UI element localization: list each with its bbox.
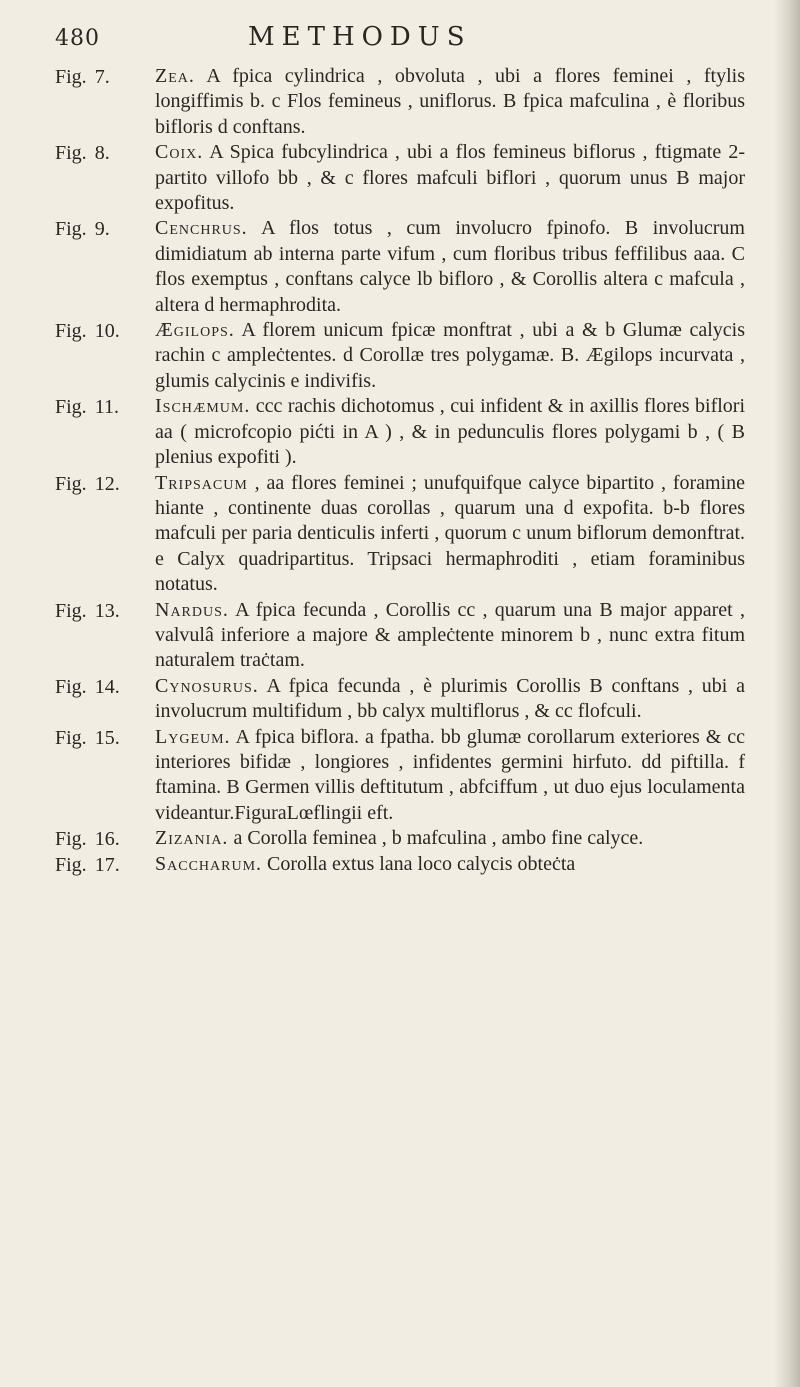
genus-name: Cenchrus.	[155, 217, 248, 240]
figure-description	[155, 394, 745, 470]
figure-label: Fig. 13.	[55, 598, 127, 624]
figure-entries	[55, 64, 745, 877]
genus-name: Zea.	[155, 65, 195, 87]
figure-description	[155, 64, 745, 140]
description-text: A fpica fecunda , è plurimis Corollis B conftans , ubi a involucrum multifidum , bb calyx multiflorus , & cc flofculi.	[155, 674, 745, 723]
figure-label: Fig. 11.	[55, 394, 127, 420]
description-text: A fpica fecunda , Corollis cc , quarum una B major apparet , valvulâ inferiore a majore & ampleċtente minorem b , nunc extra fitum naturalem traċtam.	[155, 598, 745, 672]
genus-name: Nardus.	[155, 598, 229, 621]
genus-name: Lygeum.	[155, 725, 231, 748]
description-text: , aa flores feminei ; unufquifque calyce bipartito , foramine hiante , continente duas corollas , quarum una d expofita. b-b flores mafculi per paria denticulis inferti , quorum c unum biflorum demonftrat. e Calyx quadripartitus. Tripsaci hermaphroditi , etiam foraminibus notatus.	[155, 471, 746, 596]
figure-entry	[55, 674, 745, 725]
figure-label: Fig. 12.	[55, 471, 127, 497]
figure-entry	[55, 826, 745, 851]
figure-number: 7.	[94, 66, 110, 88]
page-header	[0, 22, 800, 62]
figure-label: Fig. 16.	[55, 826, 127, 852]
figure-number: 14.	[94, 675, 120, 698]
genus-name: Tripsacum	[155, 471, 248, 494]
figure-entry	[55, 394, 745, 470]
genus-name: Ægilops.	[155, 319, 235, 342]
figure-entry	[55, 852, 745, 877]
description-text: A Spica fubcylindrica , ubi a flos femineus biflorus , ftigmate 2-partito villofo bb , & c flores mafculi biflori , quorum unus B major expofitus.	[155, 141, 745, 215]
figure-number: 11.	[94, 396, 119, 419]
genus-name: Coix.	[155, 141, 204, 164]
figure-label: Fig. 7.	[55, 64, 127, 90]
figure-description	[155, 852, 745, 877]
figure-description	[155, 471, 745, 598]
genus-name: Saccharum.	[155, 852, 263, 875]
figure-description	[155, 318, 745, 394]
figure-label: Fig. 15.	[55, 725, 127, 751]
description-text: a Corolla feminea , b mafculina , ambo fine calyce.	[233, 827, 644, 850]
figure-entry	[55, 598, 745, 674]
figure-number: 9.	[94, 218, 110, 241]
figure-entry	[55, 64, 745, 140]
figure-number: 10.	[94, 320, 120, 343]
description-text: A fpica cylindrica , obvoluta , ubi a flores feminei , ftylis longiffimis b. c Flos femineus , uniflorus. B fpica mafculina , è floribus bifloris d conftans.	[155, 65, 745, 138]
figure-number: 8.	[94, 142, 110, 165]
figure-number: 13.	[94, 599, 120, 622]
figure-description	[155, 216, 745, 318]
figure-number: 15.	[94, 726, 120, 749]
genus-name: Cynosurus.	[155, 674, 259, 697]
figure-description	[155, 140, 745, 216]
figure-description	[155, 674, 745, 725]
figure-description	[155, 725, 745, 827]
figure-entry	[55, 318, 745, 394]
figure-entry	[55, 725, 745, 827]
genus-name: Zizania.	[155, 827, 229, 850]
figure-number: 17.	[94, 853, 120, 876]
description-text: ccc rachis dichotomus , cui infident & in axillis flores biflori aa ( microfcopio pićti in A ) , & in pedunculis flores polygami b , ( B plenius expofiti ).	[155, 395, 745, 469]
description-text: Corolla extus lana loco calycis obteċta	[267, 852, 576, 875]
figure-label: Fig. 17.	[55, 852, 127, 878]
figure-label: Fig. 9.	[55, 216, 127, 242]
figure-entry	[55, 140, 745, 216]
figure-entry	[55, 471, 745, 598]
figure-entry	[55, 216, 745, 318]
genus-name: Ischæmum.	[155, 395, 251, 418]
figure-description	[155, 826, 745, 851]
figure-label: Fig. 8.	[55, 140, 127, 166]
figure-label: Fig. 10.	[55, 318, 127, 344]
figure-label: Fig. 14.	[55, 674, 127, 700]
figure-description	[155, 598, 745, 674]
figure-number: 16.	[94, 828, 120, 851]
description-text: A florem unicum fpicæ monftrat , ubi a & b Glumæ calycis rachin c ampleċtentes. d Corollæ tres polygamæ. B. Ægilops incurvata , glumis calycinis e indivifis.	[155, 319, 745, 392]
page-number: 480	[55, 26, 100, 51]
description-text: A flos totus , cum involucro fpinofo. B involucrum dimidiatum ab interna parte vifum , cum floribus tribus feffilibus aaa. C flos exemptus , conftans calyce lb bifloro , & Corollis altera c mafcula , altera d hermaphrodita.	[155, 217, 745, 316]
figure-number: 12.	[94, 472, 120, 495]
running-title: METHODUS	[248, 22, 472, 52]
description-text: A fpica biflora. a fpatha. bb glumæ corollarum exteriores & cc interiores bifidæ , longiores , infidentes germini hirfuto. dd piftilla. f ftamina. B Germen villis deftitutum , abfciffum , ut duo ejus loculamenta videantur.FiguraLœflingii eft.	[155, 725, 745, 824]
page-edge-shadow	[774, 0, 800, 1387]
